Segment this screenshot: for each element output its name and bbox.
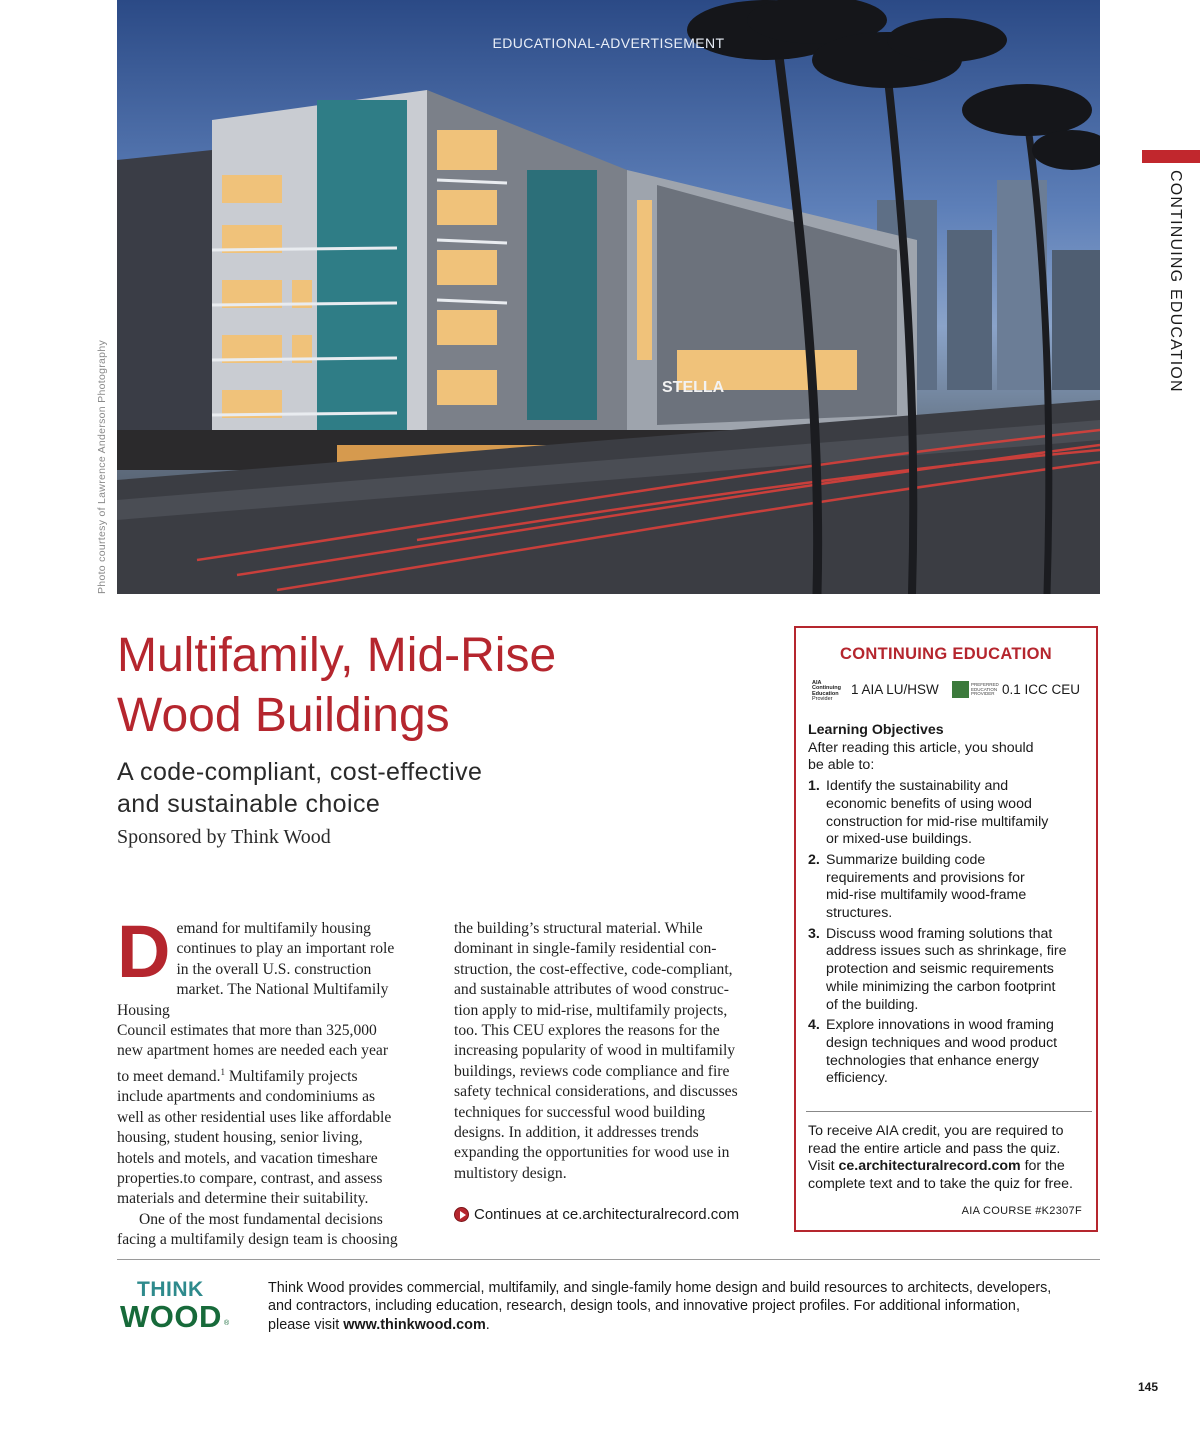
think-wood-logo: THINK WOOD ®: [120, 1278, 230, 1334]
body-line: new apartment homes are needed each year: [117, 1042, 389, 1060]
sponsor-line: Sponsored by Think Wood: [117, 826, 331, 848]
ce-box-heading: CONTINUING EDUCATION: [840, 645, 1052, 663]
thinkwood-url-link[interactable]: www.thinkwood.com: [343, 1316, 486, 1333]
aia-credit: 1 AIA LU/HSW: [851, 682, 939, 697]
article-title: [117, 626, 757, 746]
ce-box-divider: [806, 1111, 1092, 1112]
icc-mark-icon: [952, 681, 969, 698]
body-line: in the overall U.S. construction: [176, 960, 372, 978]
advertisement-banner: EDUCATIONAL-ADVERTISEMENT: [492, 35, 725, 51]
body-line: materials and determine their suitability.: [117, 1190, 369, 1208]
body-line: hotels and motels, and vacation timeshare: [117, 1149, 378, 1167]
body-line: struction, the cost-effective, code-compliant,: [454, 960, 733, 978]
building-sign: STELLA: [662, 379, 725, 396]
learning-objectives-intro: After reading this article, you should be able to:: [808, 739, 1034, 774]
body-line: techniques for successful wood building: [454, 1103, 706, 1121]
continues-link[interactable]: [454, 1206, 739, 1223]
page-number: 145: [1138, 1380, 1159, 1394]
body-line: multistory design.: [454, 1164, 567, 1182]
subtitle-line-2: and sustainable choice: [117, 790, 381, 818]
hero-photo: [117, 0, 1100, 594]
play-arrow-icon: [454, 1207, 469, 1222]
objective-item: 1. Identify the sustainability and economic benefits of using wood construction for mid-rise multifamily or mixed-use buildings.: [808, 778, 1049, 848]
learning-objectives-heading: Learning Objectives: [808, 722, 944, 738]
body-line: too. This CEU explores the reasons for the: [454, 1022, 720, 1040]
subtitle-line-1: A code-compliant, cost-effective: [117, 758, 483, 786]
body-line: Council estimates that more than 325,000: [117, 1022, 377, 1040]
credit-row: [810, 680, 1090, 703]
body-line: to meet demand.: [117, 1068, 221, 1086]
body-line: designs. In addition, it addresses trends: [454, 1124, 699, 1142]
ce-url-link[interactable]: ce.architecturalrecord.com: [838, 1158, 1021, 1175]
section-tab-label: CONTINUING EDUCATION: [1167, 170, 1184, 393]
course-number: AIA COURSE #K2307F: [961, 1205, 1082, 1217]
body-line: increasing popularity of wood in multifamily: [454, 1042, 736, 1060]
body-line: continues to play an important role: [176, 940, 395, 958]
objective-item: 3. Discuss wood framing solutions that address issues such as shrinkage, fire protection and seismic requirements while minimizing the carbon footprint of the building.: [808, 925, 1067, 1013]
body-line: include apartments and condominiums as: [117, 1088, 376, 1106]
aia-credit-note: To receive AIA credit, you are required to read the entire article and pass the quiz. Visit ce.architecturalrecord.com for the complete text and to take the quiz for free.: [808, 1123, 1073, 1193]
body-line: safety technical considerations, and discusses: [454, 1083, 738, 1101]
body-line: dominant in single-family residential con-: [454, 940, 717, 958]
objectives-list: [808, 778, 1090, 1088]
icc-credit: 0.1 ICC CEU: [1002, 682, 1081, 697]
body-line: buildings, reviews code compliance and fire: [454, 1062, 730, 1080]
body-line: market. The National Multifamily Housing: [117, 981, 389, 1019]
body-line: tion apply to mid-rise, multifamily projects,: [454, 1001, 728, 1019]
body-line: housing, student housing, senior living,: [117, 1129, 363, 1147]
body-column-2: [454, 919, 772, 1184]
objective-item: 4. Explore innovations in wood framing design techniques and wood product technologies that enhance energy efficiency.: [808, 1017, 1058, 1087]
body-line: well as other residential uses like affordable: [117, 1108, 392, 1126]
footnote-marker[interactable]: 1: [220, 1066, 225, 1077]
learning-objectives: [808, 722, 1090, 1091]
aia-provider-logo: AIA Continuing Education Provider: [812, 680, 842, 703]
icc-provider-logo: PREFERRED EDUCATION PROVIDER: [952, 681, 1000, 698]
body-line: expanding the opportunities for wood use in: [454, 1144, 730, 1162]
body-line: the building’s structural material. While: [454, 920, 703, 937]
objective-item: 2. Summarize building code requirements and provisions for mid-rise multifamily wood-frame structures.: [808, 851, 1027, 922]
continuing-education-box: [794, 626, 1098, 1232]
photo-credit: Photo courtesy of Lawrence Anderson Photography: [96, 339, 108, 594]
sponsor-description: Think Wood provides commercial, multifamily, and single-family home design and build resources to architects, developers, and contractors, including education, research, design tools, and innovative project profiles. For additional information, please visit www.thinkwood.com.: [268, 1280, 1052, 1333]
drop-cap: D: [117, 910, 171, 993]
continues-link-text[interactable]: Continues at ce.architecturalrecord.com: [474, 1206, 740, 1223]
section-tab-marker: [1142, 150, 1200, 163]
body-column-1: [117, 910, 427, 1251]
body-line: properties.to compare, contrast, and assess: [117, 1170, 383, 1188]
title-line-1: Multifamily, Mid-Rise: [117, 629, 557, 682]
title-line-2: Wood Buildings: [117, 689, 450, 742]
building-illustration: [117, 0, 1100, 594]
article-subtitle: [117, 756, 637, 820]
body-line: facing a multifamily design team is choosing: [117, 1231, 398, 1249]
body-line: emand for multifamily housing: [176, 920, 371, 937]
body-line: Multifamily projects: [225, 1068, 358, 1086]
body-line: and sustainable attributes of wood construc-: [454, 981, 729, 999]
footer-divider: [117, 1259, 1100, 1260]
body-line: One of the most fundamental decisions: [139, 1210, 383, 1228]
